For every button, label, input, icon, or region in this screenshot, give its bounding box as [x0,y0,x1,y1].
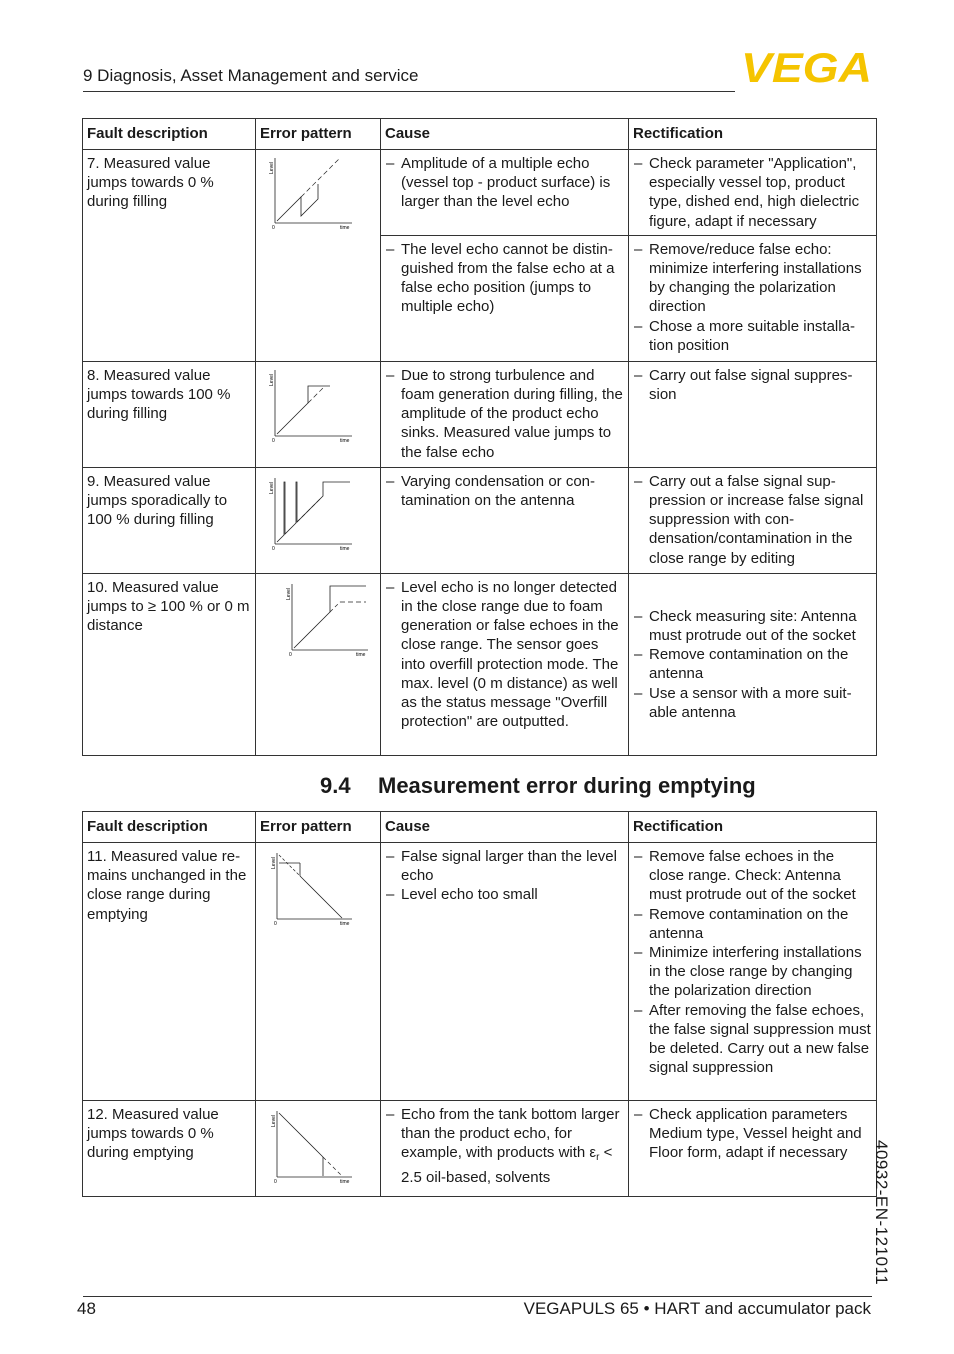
column-header: Fault description [83,812,256,843]
fault-description: 12. Measured value jumps towards 0 % during emptying [83,1101,256,1197]
cause-cell [381,235,629,361]
error-pattern-cell [256,467,381,573]
column-header: Cause [381,119,629,150]
origin-label: 0 [289,651,292,658]
fault-description: 11. Measured value remains unchanged in the close range during emptying [83,843,256,1101]
section-number: 9.4 [320,773,351,798]
column-header: Rectification [629,119,877,150]
column-header: Error pattern [256,812,381,843]
error-pattern-chart [260,154,376,230]
filling-fault-table [82,118,877,756]
origin-label: 0 [274,921,277,927]
y-axis-label: Level [286,587,292,600]
y-axis-label: Level [271,857,277,869]
error-pattern-chart [260,847,376,927]
error-pattern-cell [256,1101,381,1197]
product-name: VEGAPULS 65 • HART and accumulator pack [523,1299,871,1318]
table-header-row [83,119,877,150]
page-number: 48 [77,1299,96,1318]
logo-text: VEGA [741,50,872,84]
cause-text-tail: < 2.5 oil-based, solvents [401,1144,613,1186]
x-axis-label: time [340,1179,350,1185]
origin-label: 0 [272,437,275,442]
emptying-fault-table [82,811,877,1197]
x-axis-label: time [356,651,366,658]
cause-item [385,1105,624,1187]
cause-cell [381,150,629,236]
rectification-cell [629,1101,877,1197]
header-divider [83,91,735,92]
rectification-item: – Check application parameters Medium type, Vessel height and Floor form, adapt if necessary [633,1105,872,1163]
table-row [83,1101,877,1197]
footer-divider [83,1296,872,1297]
cause-cell [381,361,629,467]
y-axis-label: Level [269,481,275,494]
table-row [83,467,877,573]
y-axis-label: Level [269,373,275,386]
section-heading [320,773,756,799]
error-pattern-chart [260,366,376,442]
rectification-item: – Remove false echoes in the close range. Check: Antenna must protrude out of the socket [633,847,872,905]
fault-description: 7. Measured value jumps towards 0 % during filling [83,150,256,362]
table-row [83,843,877,1101]
y-axis-label: Level [269,162,275,174]
cause-item: – Varying condensation or contamination on the antenna [385,472,624,510]
rectification-item: – Carry out a false signal suppression or increase false signal suppression with condensation/contamination in the close range by editing [633,472,872,568]
fault-description: 8. Measured value jumps towards 100 % during filling [83,361,256,467]
permittivity-subscript: r [596,1152,600,1164]
table-row [83,361,877,467]
error-pattern-chart [260,472,376,552]
column-header: Fault description [83,119,256,150]
column-header: Rectification [629,812,877,843]
cause-cell [381,573,629,755]
cause-item: – Level echo is no longer detected in the close range due to foam generation or false echoes in the close range. The sensor goes into overfill protection mode. The max. level (0 m distance) as well as the status message "Overfill protection" are outputted. [385,578,624,732]
rectification-item: – Remove contamination on the antenna [633,905,872,943]
document-code: 40932-EN-121011 [872,1140,891,1286]
rectification-item: – Chose a more suitable installation position [633,317,872,355]
table-header-row [83,812,877,843]
error-pattern-cell [256,843,381,1101]
vega-logo [741,50,872,84]
origin-label: 0 [272,545,275,552]
cause-item: – Level echo too small [385,885,624,904]
column-header: Cause [381,812,629,843]
rectification-item: – Check parameter "Application", especially vessel top, product type, dished end, high dielectric figure, adapt if necessary [633,154,872,231]
x-axis-label: time [340,225,350,230]
table-row [83,573,877,755]
rectification-item: – Check measuring site: Antenna must protrude out of the socket [633,607,872,645]
rectification-item: – Remove contamination on the antenna [633,645,872,683]
rectification-cell [629,467,877,573]
cause-text: Echo from the tank bottom larger than the product echo, for example, with products with [401,1106,620,1162]
permittivity-symbol: ε [589,1144,597,1162]
rectification-item: – Minimize interfering installations in the close range by changing the polarization direction [633,943,872,1001]
table-row [83,150,877,236]
fault-description: 9. Measured value jumps sporadically to 100 % during filling [83,467,256,573]
y-axis-label: Level [271,1115,277,1127]
x-axis-label: time [340,921,350,927]
cause-cell [381,843,629,1101]
origin-label: 0 [272,225,275,230]
fault-description: 10. Measured value jumps to ≥ 100 % or 0 m distance [83,573,256,755]
error-pattern-chart [260,578,376,658]
cause-item: – Due to strong turbulence and foam generation during filling, the amplitude of the product echo sinks. Measured value jumps to the false echo [385,366,624,462]
rectification-cell [629,150,877,236]
rectification-item: – Remove/reduce false echo: minimize interfering installations by changing the polarization direction [633,240,872,317]
rectification-item: – Use a sensor with a more suitable antenna [633,684,872,722]
cause-cell [381,1101,629,1197]
cause-item: – The level echo cannot be distinguished from the false echo at a false echo position (jumps to multiple echo) [385,240,624,317]
x-axis-label: time [340,437,350,442]
rectification-item: – After removing the false echoes, the false signal suppression must be deleted. Carry out a new false signal suppression [633,1001,872,1078]
cause-cell [381,467,629,573]
error-pattern-cell [256,150,381,362]
rectification-item: – Carry out false signal suppression [633,366,872,404]
origin-label: 0 [274,1179,277,1185]
rectification-cell [629,573,877,755]
section-title: Measurement error during emptying [378,773,756,798]
error-pattern-cell [256,361,381,467]
rectification-cell [629,843,877,1101]
chapter-title: 9 Diagnosis, Asset Management and service [83,66,419,85]
cause-item: – Amplitude of a multiple echo (vessel top - product surface) is larger than the level echo [385,154,624,212]
error-pattern-chart [260,1105,376,1185]
rectification-cell [629,235,877,361]
cause-item: – False signal larger than the level echo [385,847,624,885]
rectification-cell [629,361,877,467]
x-axis-label: time [340,545,350,552]
error-pattern-cell [256,573,381,755]
column-header: Error pattern [256,119,381,150]
